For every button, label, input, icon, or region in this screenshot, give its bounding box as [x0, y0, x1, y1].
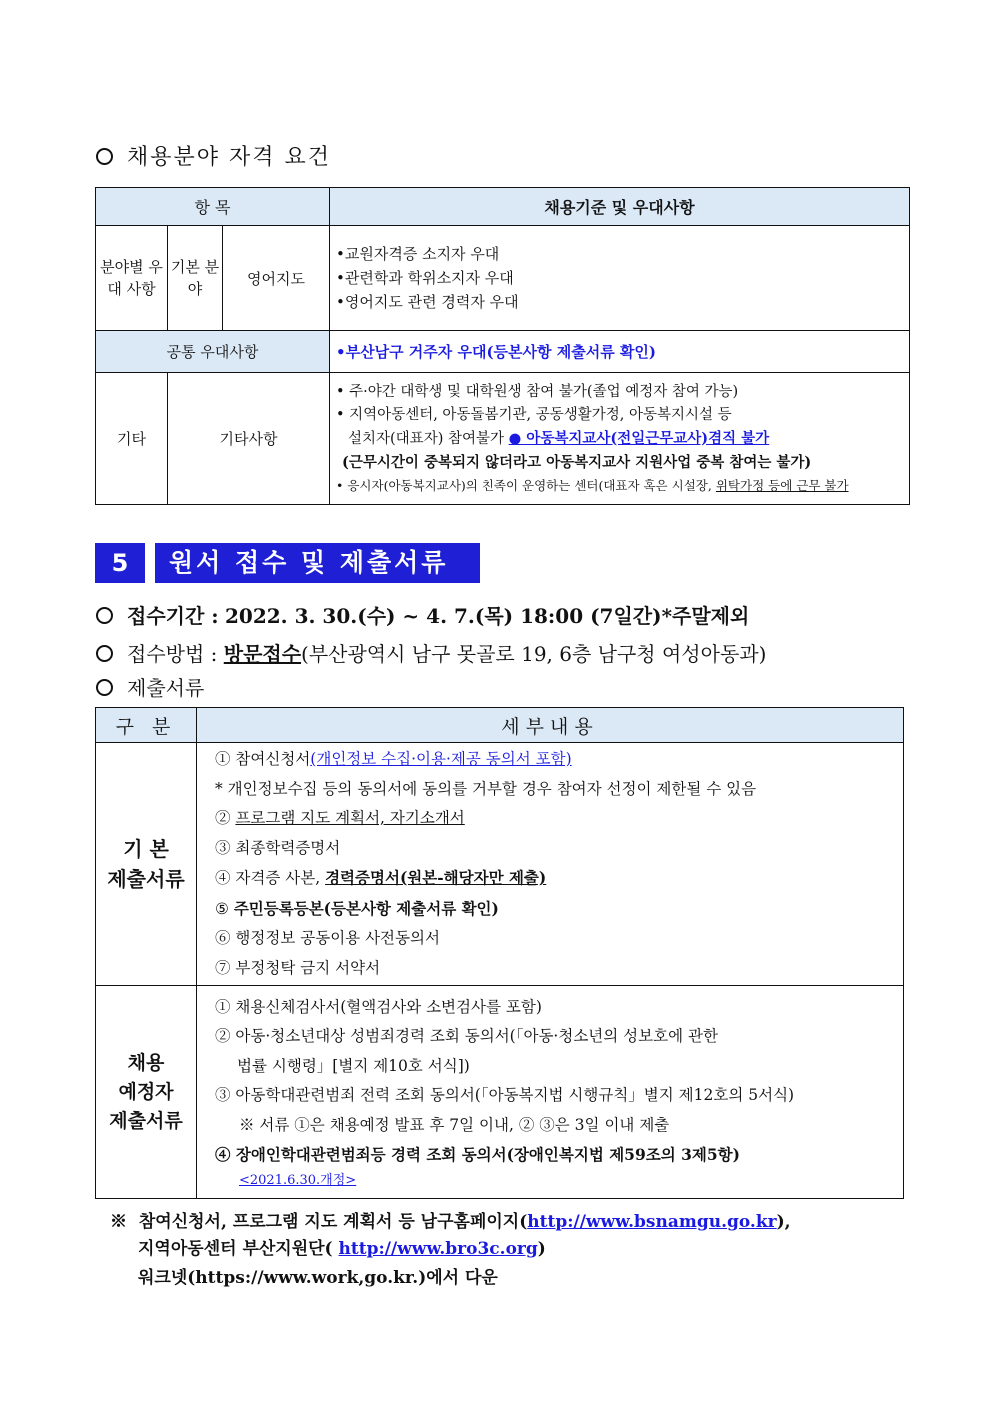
common-cell [330, 331, 910, 373]
etc-item-3: • 응시자(아동복지교사)의 친족이 운영하는 센터(대표자 혹은 시설장, 위탁가정 등에 근무 불가 [336, 477, 849, 493]
reception-method: 접수방법 : 방문접수(부산광역시 남구 못골로 19, 6층 남구청 여성아동과) [96, 638, 766, 667]
list-item: ② 프로그램 지도 계획서, 자기소개서 [215, 809, 465, 827]
list-item: ⑤ 주민등록등본(등본사항 제출서류 확인) [215, 898, 499, 918]
reception-period: 접수기간 : 2022. 3. 30.(수) ~ 4. 7.(목) 18:00 (7일간)*주말제외 [96, 600, 749, 629]
circle-bullet-icon [96, 679, 113, 696]
list-item: ⑥ 행정정보 공동이용 사전동의서 [215, 929, 440, 947]
list-item: • 관련학과 학위소지자 우대 [336, 266, 909, 290]
revision-note: <2021.6.30.개정> [239, 1172, 357, 1188]
link-bsnamgu[interactable]: http://www.bsnamgu.go.kr [527, 1212, 777, 1232]
circle-bullet-icon [96, 148, 113, 165]
preferred-list [330, 242, 909, 314]
list-item: • 영어지도 관련 경력자 우대 [336, 290, 909, 314]
submission-docs-label: 제출서류 [96, 672, 204, 701]
circle-bullet-icon [96, 645, 113, 662]
list-item: ⑦ 부정청탁 금지 서약서 [215, 958, 381, 977]
etc-sub-label: 기타사항 [168, 373, 330, 505]
list-item: * 개인정보수집 등의 동의서에 동의를 거부할 경우 참여자 선정이 제한될 수 있음 [215, 779, 757, 798]
list-item: ① 채용신체검사서(혈액검사와 소변검사를 포함) [215, 997, 542, 1016]
header-detail: 세부내용 [197, 708, 904, 743]
basic-docs-label: 기 본 제출서류 [96, 743, 197, 986]
basic-docs-cell [197, 743, 904, 986]
footer-line-3: 워크넷(https://www.work,go.kr.)에서 다운 [138, 1268, 498, 1288]
header-item: 항 목 [96, 188, 330, 226]
qualification-table [95, 187, 910, 505]
list-item: ④ 장애인학대관련범죄등 경력 조회 동의서(장애인복지법 제59조의 3제5항) [215, 1145, 740, 1164]
field-name: 영어지도 [223, 226, 330, 331]
qualification-heading: 채용분야 자격 요건 [96, 140, 331, 171]
list-item: • 교원자격증 소지자 우대 [336, 242, 909, 266]
etc-cell [330, 373, 910, 505]
etc-item-2-cont: 설치자(대표자) 참여불가 ● 아동복지교사(전일근무교사)겸직 불가 [348, 429, 770, 447]
footer-line-2: 지역아동센터 부산지원단( http://www.bro3c.org) [138, 1239, 546, 1259]
hire-docs-label: 채용 예정자 제출서류 [96, 986, 197, 1199]
list-item: 법률 시행령」[별지 제10호 서식]) [237, 1056, 470, 1075]
link-bro3c[interactable]: http://www.bro3c.org [338, 1239, 538, 1259]
hire-docs-cell [197, 986, 904, 1199]
etc-item-1: • 주·야간 대학생 및 대학원생 참여 불가(졸업 예정자 참여 가능) [336, 383, 739, 400]
list-item: ② 아동·청소년대상 성범죄경력 조회 동의서(「아동·청소년의 성보호에 관한 [215, 1027, 718, 1045]
section-title: 원서 접수 및 제출서류 [155, 543, 480, 583]
list-item: ※ 서류 ①은 채용예정 발표 후 7일 이내, ② ③은 3일 이내 제출 [239, 1115, 670, 1134]
category-preferred: 분야별 우대 사항 [96, 226, 168, 331]
documents-table [95, 707, 904, 1199]
common-item: • 부산남구 거주자 우대(등본사항 제출서류 확인) [336, 340, 909, 364]
footer-line-1: ※ 참여신청서, 프로그램 지도 계획서 등 남구홈페이지(http://www.bsnamgu.go.kr), [110, 1212, 791, 1232]
etc-item-2: • 지역아동센터, 아동돌봄기관, 공동생활가정, 아동복지시설 등 [336, 406, 732, 423]
note-mark: ※ [110, 1212, 127, 1232]
header-criteria: 채용기준 및 우대사항 [330, 188, 910, 226]
list-item: ④ 자격증 사본, 경력증명서(원본-해당자만 제출) [215, 868, 547, 887]
list-item: ① 참여신청서(개인정보 수집·이용·제공 동의서 포함) [215, 750, 572, 768]
section-number: 5 [95, 543, 145, 583]
etc-note: (근무시간이 중복되지 않더라고 아동복지교사 지원사업 중복 참여는 불가) [342, 453, 812, 471]
preferred-list-cell [330, 226, 910, 331]
circle-bullet-icon [96, 607, 113, 624]
header-category: 구 분 [96, 708, 197, 743]
list-item: ③ 최종학력증명서 [215, 838, 341, 857]
list-item: ③ 아동학대관련범죄 전력 조회 동의서(「아동복지법 시행규칙」별지 제12호의 5서식) [215, 1086, 795, 1104]
common-label: 공통 우대사항 [96, 331, 330, 373]
etc-label: 기타 [96, 373, 168, 505]
category-basic: 기본 분야 [168, 226, 223, 331]
